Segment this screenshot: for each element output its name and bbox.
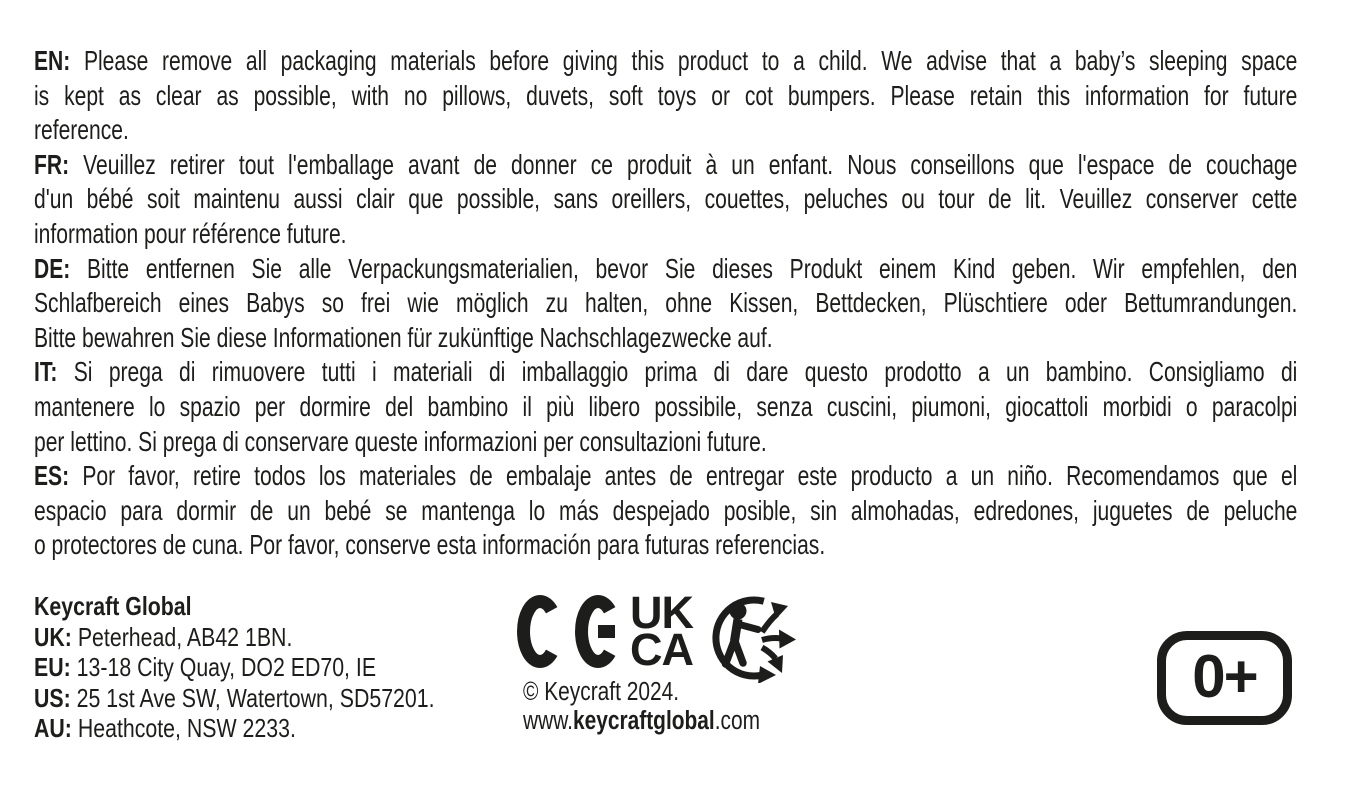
warning-line — [34, 355, 1297, 390]
company-address-block — [34, 591, 575, 744]
warning-text: Please remove all packaging materials before giving this product to a child. We advise that a baby’s sleeping space — [83, 45, 1298, 76]
warning-line — [34, 148, 1297, 183]
website-prefix: www. — [523, 707, 573, 735]
address-text: Peterhead, AB42 1BN. — [77, 621, 293, 652]
warning-text: Bitte entfernen Sie alle Verpackungsmaterialien, bevor Sie dieses Produkt einem Kind geben. Wir empfehlen, den — [87, 252, 1298, 284]
warning-line — [34, 252, 1297, 287]
ce-mark-icon — [517, 595, 621, 673]
address-line-eu — [34, 652, 575, 683]
warning-line: is kept as clear as possible, with no pillows, duvets, soft toys or cot bumpers. Please retain this information for future — [34, 79, 1298, 111]
warning-paragraph-en — [34, 44, 1297, 148]
age-grade-label: 0+ — [1192, 643, 1257, 710]
website-suffix: .com — [714, 707, 761, 735]
address-text: 13-18 City Quay, DO2 ED70, IE — [76, 652, 377, 682]
warning-paragraph-es — [34, 459, 1297, 563]
footer-text-block — [523, 678, 876, 736]
language-prefix-fr: FR: — [34, 148, 70, 180]
warning-line: d'un bébé soit maintenu aussi clair que possible, sans oreillers, couettes, peluches ou tour de lit. Veuillez conserver cette — [34, 183, 1298, 215]
address-text: 25 1st Ave SW, Watertown, SD57201. — [76, 682, 435, 713]
warning-text: Si prega di rimuovere tutti i materiali di imballaggio prima di dare questo prodotto a un bambino. Consigliamo di — [73, 356, 1298, 388]
triman-recycling-icon — [710, 591, 798, 688]
region-prefix-au: AU: — [34, 713, 72, 743]
language-prefix-it: IT: — [34, 356, 58, 388]
warning-line: espacio para dormir de un bebé se mantenga lo más despejado posible, sin almohadas, edredones, juguetes de peluche — [34, 494, 1298, 526]
company-name: Keycraft Global — [34, 591, 192, 621]
warning-line: information pour référence future. — [34, 217, 347, 249]
warning-line: Schlafbereich eines Babys so frei wie möglich zu halten, ohne Kissen, Bettdecken, Plüschtiere oder Bettumrandungen. — [34, 287, 1298, 319]
warning-line: Bitte bewahren Sie diese Informationen für zukünftige Nachschlagezwecke auf. — [34, 321, 773, 353]
ukca-mark — [630, 587, 693, 675]
safety-warnings — [34, 44, 1297, 563]
ukca-top-text: UK — [630, 587, 693, 638]
warning-paragraph-it — [34, 355, 1297, 459]
region-prefix-eu: EU: — [34, 652, 71, 682]
region-prefix-us: US: — [34, 682, 71, 713]
warning-line: per lettino. Si prega di conservare queste informazioni per consultazioni future. — [34, 425, 767, 457]
warning-line: mantenere lo spazio per dormire del bambino il più libero possibile, senza cuscini, piumoni, giocattoli morbidi o paracolpi — [34, 390, 1298, 422]
warning-text: Veuillez retirer tout l'emballage avant de donner ce produit à un enfant. Nous conseillons que l'espace de couchage — [83, 148, 1298, 180]
warning-line — [34, 459, 1297, 494]
warning-line: o protectores de cuna. Por favor, conserve esta información para futuras referencias. — [34, 529, 826, 561]
warning-line: reference. — [34, 114, 129, 146]
language-prefix-es: ES: — [34, 460, 70, 492]
warning-paragraph-de — [34, 252, 1297, 356]
warning-paragraph-fr — [34, 148, 1297, 252]
age-grade-badge — [1157, 631, 1292, 725]
ukca-bottom-text: CA — [630, 624, 693, 675]
website-line — [523, 707, 876, 736]
address-text: Heathcote, NSW 2233. — [77, 713, 296, 743]
warning-text: Por favor, retire todos los materiales de embalaje antes de entregar este producto a un niño. Recomendamos que el — [82, 460, 1298, 492]
copyright-line: © Keycraft 2024. — [523, 678, 680, 706]
website-domain: keycraftglobal — [572, 707, 715, 735]
language-prefix-en: EN: — [34, 45, 71, 76]
warning-line — [34, 44, 1297, 79]
region-prefix-uk: UK: — [34, 621, 72, 652]
address-line-au — [34, 713, 575, 744]
language-prefix-de: DE: — [34, 252, 71, 284]
address-line-uk — [34, 622, 575, 653]
address-line-us — [34, 683, 575, 714]
